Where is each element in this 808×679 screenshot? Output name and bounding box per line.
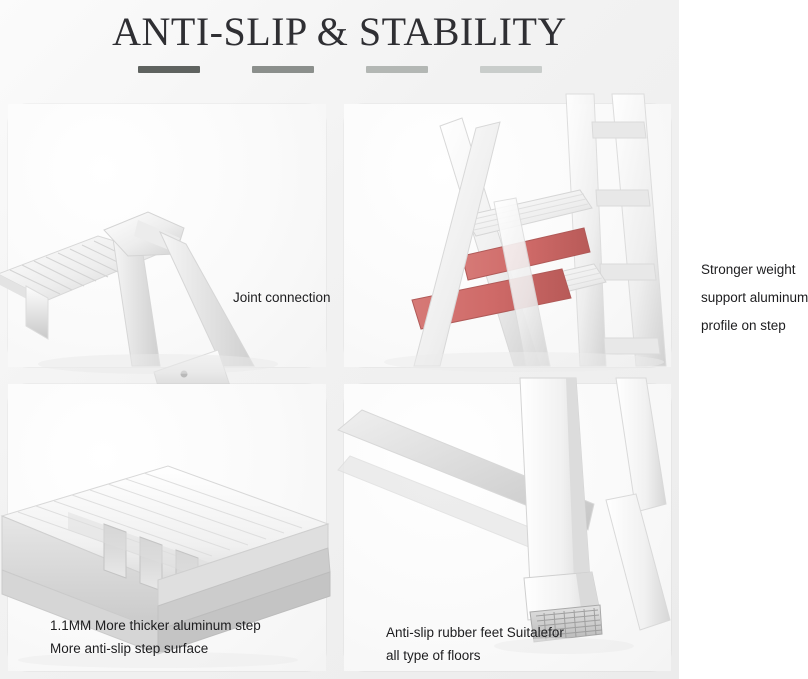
title-divider-dashes [0,66,679,73]
panel-weight-support [344,104,808,367]
panel-aluminum-step [8,384,326,671]
divider-dash-2 [252,66,314,73]
caption-aluminum-step-line-1: 1.1MM More thicker aluminum step [50,618,261,633]
caption-rubber-feet-line-1: Anti-slip rubber feet Suitalefor [386,625,564,640]
caption-weight-support-line-2: support aluminum [701,290,808,305]
divider-dash-3 [366,66,428,73]
weight-support-illustration [344,104,671,367]
panel-joint-connection [8,104,331,367]
divider-dash-1 [138,66,200,73]
page-title: ANTI-SLIP & STABILITY [112,9,567,54]
caption-aluminum-step-line-2: More anti-slip step surface [50,641,209,656]
caption-joint-connection: Joint connection [233,290,331,305]
caption-rubber-feet-line-2: all type of floors [386,648,481,663]
joint-connection-illustration [8,104,326,367]
divider-dash-4 [480,66,542,73]
panel-rubber-feet [344,384,671,671]
caption-weight-support-line-3: profile on step [701,318,786,333]
caption-weight-support-line-1: Stronger weight [701,262,796,277]
